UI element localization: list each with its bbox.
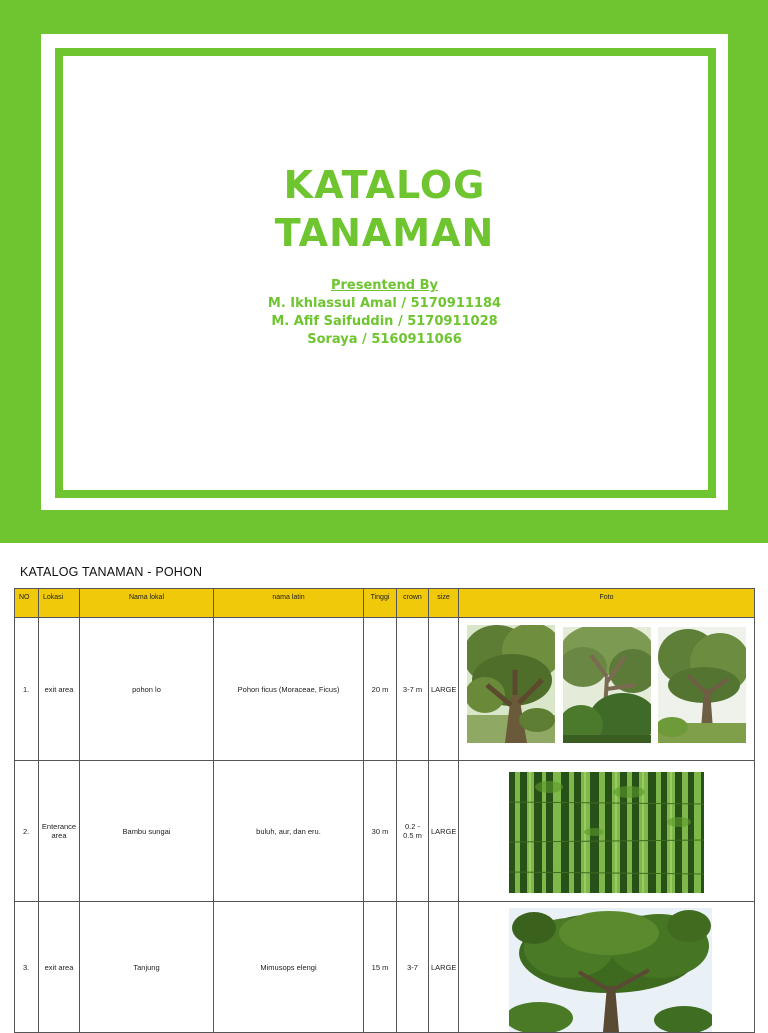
table-header-row xyxy=(15,589,755,618)
cell-nama-latin: Pohon ficus (Moraceae, Ficus) xyxy=(214,618,364,761)
cell-lokasi: exit area xyxy=(39,618,80,761)
cell-no: 2. xyxy=(15,761,39,902)
column-header-size: size xyxy=(429,589,459,618)
column-header-lokasi: Lokasi xyxy=(39,589,80,618)
presenter-name: Soraya / 5160911066 xyxy=(307,332,462,347)
cell-size: LARGE xyxy=(429,761,459,902)
cell-lokasi: Enterance area xyxy=(39,761,80,902)
cell-tinggi: 20 m xyxy=(364,618,397,761)
cell-foto xyxy=(459,902,755,1033)
cell-foto xyxy=(459,761,755,902)
tree-photo xyxy=(467,625,555,743)
cell-nama-lokal: Tanjung xyxy=(80,902,214,1033)
cover-card xyxy=(41,34,728,510)
cell-no: 1. xyxy=(15,618,39,761)
cover-title xyxy=(41,161,728,257)
cell-crown: 3-7 m xyxy=(397,618,429,761)
column-header-nama-lokal: Nama lokal xyxy=(80,589,214,618)
cell-size: LARGE xyxy=(429,902,459,1033)
tree-photo xyxy=(509,908,712,1032)
presenter-name: M. Ikhlassul Amal / 5170911184 xyxy=(267,296,502,311)
cell-tinggi: 15 m xyxy=(364,902,397,1033)
cover-frame xyxy=(55,48,716,498)
presenter-name: M. Afif Saifuddin / 5170911028 xyxy=(271,314,498,329)
cell-tinggi: 30 m xyxy=(364,761,397,902)
cell-nama-latin: Mimusops elengi xyxy=(214,902,364,1033)
cover-title-line2: TANAMAN xyxy=(274,211,495,255)
cover-title-line1: KATALOG xyxy=(283,163,486,207)
bamboo-photo xyxy=(509,772,704,893)
cell-foto xyxy=(459,618,755,761)
tree-photo xyxy=(658,627,746,743)
catalog-heading: KATALOG TANAMAN - POHON xyxy=(20,565,203,579)
cell-no: 3. xyxy=(15,902,39,1033)
table-row xyxy=(15,761,755,902)
cover-credits xyxy=(41,277,728,349)
cell-nama-lokal: pohon lo xyxy=(80,618,214,761)
column-header-crown: crown xyxy=(397,589,429,618)
catalog-table xyxy=(14,588,755,1033)
column-header-nama-latin: nama latin xyxy=(214,589,364,618)
cell-nama-latin: buluh, aur, dan eru. xyxy=(214,761,364,902)
table-row xyxy=(15,902,755,1033)
presenter-label: Presentend By xyxy=(330,278,439,293)
tree-photo xyxy=(563,627,651,743)
column-header-foto: Foto xyxy=(459,589,755,618)
cell-lokasi: exit area xyxy=(39,902,80,1033)
table-row xyxy=(15,618,755,761)
cell-crown: 3-7 xyxy=(397,902,429,1033)
cell-crown: 0.2 - 0.5 m xyxy=(397,761,429,902)
cell-nama-lokal: Bambu sungai xyxy=(80,761,214,902)
cell-size: LARGE xyxy=(429,618,459,761)
column-header-tinggi: Tinggi xyxy=(364,589,397,618)
column-header-no: NO xyxy=(15,589,39,618)
